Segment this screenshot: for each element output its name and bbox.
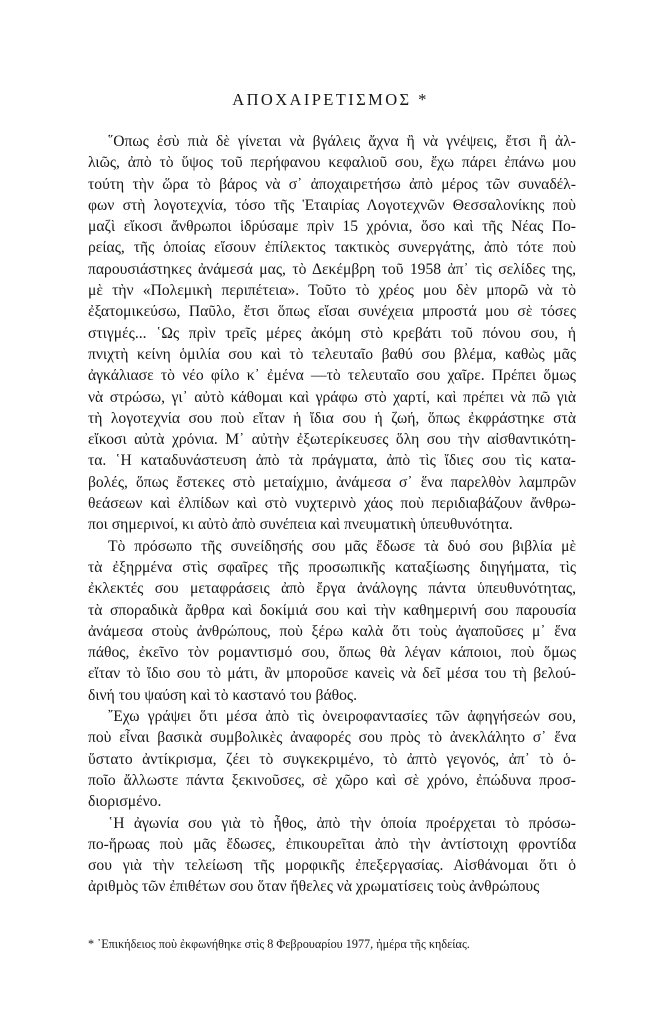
text-line: στιγμές... ῾Ως πρὶν τρεῖς μέρες ἀκόμη στὸ κρεβάτι τοῦ πόνου σου, ἡ <box>88 324 576 342</box>
text-line: εἴκοσι αὐτὰ χρόνια. Μ᾿ αὐτὴν ἐξωτερίκευσες ὅλη σου τὴν αἰσθαντικότη- <box>88 431 576 449</box>
text-line: πο-ἥρωας ποὺ μᾶς ἔδωσες, ἐπικουρεῖται ἀπὸ τὴν ἀντίστοιχη φροντίδα <box>88 835 576 853</box>
text-line: πνιχτὴ κείνη ὁμιλία σου καὶ τὸ τελευταῖο βαθύ σου βλέμα, καθὼς μᾶς <box>88 345 576 363</box>
text-line: πάθος, ἐκεῖνο τὸν ρομαντισμό σου, ὅπως θὰ λέγαν κάποιοι, ποὺ ὅμως <box>88 644 576 662</box>
text-line: σου γιὰ τὴν τελείωση τῆς μορφικῆς ἐπεξεργασίας. Αἰσθάνομαι ὅτι ὁ <box>88 857 576 875</box>
text-line: ποι σημερινοί, κι αὐτὸ ἀπὸ συνέπεια καὶ πνευματικὴ ὑπευθυνότητα. <box>88 516 513 534</box>
text-line: βολές, ὅπως ἔστεκες στὸ μεταίχμιο, ἀνάμεσα σ᾿ ἕνα παρελθὸν λαμπρῶν <box>88 473 576 491</box>
text-line: λιῶς, ἀπὸ τὸ ὕψος τοῦ περήφανου κεφαλιοῦ σου, ἔχω πάρει ἐπάνω μου <box>88 154 576 172</box>
text-line: θεάσεων καὶ ἐλπίδων καὶ στὸ νυχτερινὸ χάος ποὺ περιδιαβάζουν ἄνθρω- <box>88 495 576 513</box>
text-line: ῞Οπως ἐσὺ πιὰ δὲ γίνεται νὰ βγάλεις ἄχνα ἢ νὰ γνέψεις, ἔτσι ἢ ἀλ- <box>108 133 576 150</box>
text-line: ποὺ εἶναι βασικὰ συμβολικὲς ἀναφορές σου πρὸς τὸ ἀνεκλάλητο σ᾿ ἕνα <box>88 729 576 747</box>
text-line: ῎Εχω γράψει ὅτι μέσα ἀπὸ τὶς ὀνειροφαντασίες τῶν ἀφηγήσεών σου, <box>108 708 576 726</box>
text-line: ρείας, τῆς ὁποίας εἴσουν ἐπίλεκτος τακτικὸς συνεργάτης, ἀπὸ τότε ποὺ <box>88 239 576 257</box>
text-line: ἀνάμεσα στοὺς ἀνθρώπους, ποὺ ξέρω καλὰ ὅτι τοὺς ἀγαποῦσες μ᾿ ἕνα <box>88 622 576 640</box>
text-line: ἐξατομικεύσω, Παῦλο, ἔτσι ὅπως εἴσαι συνέχεια μπροστά μου σὲ τόσες <box>88 303 576 321</box>
text-line: μὲ τὴν «Πολεμικὴ περιπέτεια». Τοῦτο τὸ χρέος μου δὲν μπορῶ νὰ τὸ <box>88 282 576 300</box>
paragraph <box>88 536 576 706</box>
text-line: μαζὶ εἴκοσι ἄνθρωποι ἱδρύσαμε πρὶν 15 χρόνια, ὅσο καὶ τῆς Νέας Πο- <box>88 218 576 236</box>
footnote: * ᾿Επικήδειος ποὺ ἐκφωνήθηκε στὶς 8 Φεβρουαρίου 1977, ἡμέρα τῆς κηδείας. <box>88 937 470 951</box>
text-line: ἐκλεκτές σου μεταφράσεις ἀπὸ ἔργα ἀνάλογης πάντα ὑπευθυνότητας, <box>88 580 576 598</box>
text-line: τὴ λογοτεχνία σου ποὺ εἴταν ἡ ἴδια σου ἡ ζωή, ὅπως ἐκφράστηκε στὰ <box>88 409 576 427</box>
text-line: φων στὴ λογοτεχνία, τόσο τῆς Ἑταιρίας Λογοτεχνῶν Θεσσαλονίκης ποὺ <box>88 196 576 214</box>
text-line: παρουσιάστηκες ἀνάμεσά μας, τὸ Δεκέμβρη τοῦ 1958 ἀπ᾿ τὶς σελίδες της, <box>88 260 576 278</box>
text-line: ὕστατο ἀντίκρισμα, ζέει τὸ συγκεκριμένο, τὸ ἀπτὸ γεγονός, ἀπ᾿ τὸ ὁ- <box>88 750 576 768</box>
text-line: τὰ σποραδικὰ ἄρθρα καὶ δοκίμιά σου καὶ τὴν καθημερινή σου παρουσία <box>88 601 576 619</box>
chapter-title: ΑΠΟΧΑΙΡΕΤΙΣΜΟΣ * <box>232 90 429 109</box>
text-line: ῾Η ἀγωνία σου γιὰ τὸ ἦθος, ἀπὸ τὴν ὁποία προέρχεται τὸ πρόσω- <box>108 814 576 832</box>
text-line: Τὸ πρόσωπο τῆς συνείδησής σου μᾶς ἔδωσε τὰ δυό σου βιβλία μὲ <box>108 537 576 555</box>
text-line: διορισμένο. <box>88 793 162 811</box>
text-line: εἴταν τὸ ἴδιο σου τὸ μάτι, ἂν μποροῦσε κανεὶς νὰ δεῖ μέσα του τὴ βελού- <box>88 665 576 683</box>
text-line: τα. ῾Η καταδυνάστευση ἀπὸ τὰ πράγματα, ἀπὸ τὶς ἴδιες σου τὶς κατα- <box>88 452 576 470</box>
text-line: ἀγκάλιασε τὸ νέο φίλο κ᾿ ἐμένα —τὸ τελευταῖο σου χαῖρε. Πρέπει ὅμως <box>88 367 576 385</box>
text-line: δινή του ψαύση καὶ τὸ καστανό του βάθος. <box>88 686 357 704</box>
text-line: νὰ στρώσω, γι᾿ αὐτὸ κάθομαι καὶ γράφω στὸ χαρτί, καὶ πρέπει νὰ πῶ γιὰ <box>88 388 576 406</box>
paragraph <box>88 813 576 898</box>
text-line: ἀριθμὸς τῶν ἐπιθέτων σου ὅταν ἤθελες νὰ χρωματίσεις τοὺς ἀνθρώπους <box>88 878 540 896</box>
body-text <box>88 131 576 898</box>
text-line: τὰ ἐξηρμένα στὶς σφαῖρες τῆς προσωπικῆς καταξίωσης διηγήματα, τὶς <box>88 558 576 576</box>
text-line: ποῖο ἄλλωστε πάντα ξεκινοῦσες, σὲ χῶρο καὶ σὲ χρόνο, ἐπώδυνα προσ- <box>88 771 576 789</box>
paragraph <box>88 706 576 812</box>
paragraph <box>88 131 576 536</box>
text-line: τούτη τὴν ὥρα τὸ βάρος νὰ σ᾿ ἀποχαιρετήσω ἀπὸ μέρος τῶν συναδέλ- <box>88 175 576 193</box>
